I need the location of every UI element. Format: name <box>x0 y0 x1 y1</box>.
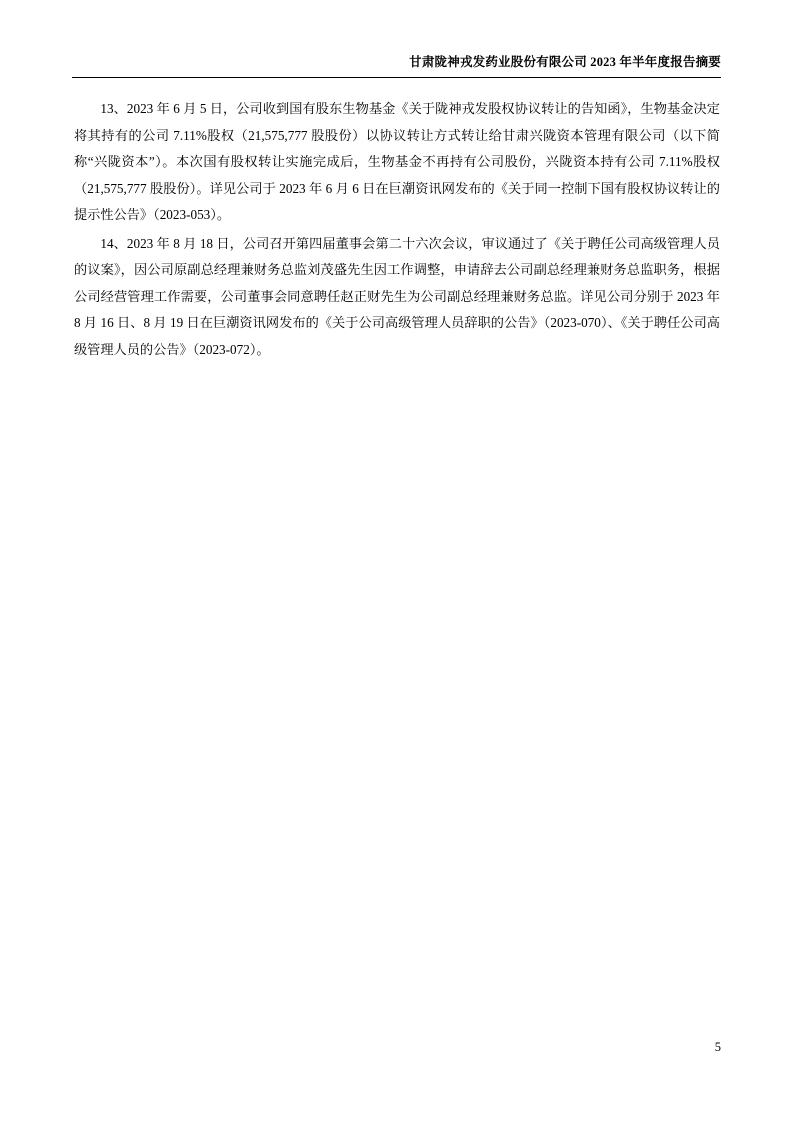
header-title: 甘肃陇神戎发药业股份有限公司 2023 年半年度报告摘要 <box>409 55 721 69</box>
body-paragraph: 13、2023 年 6 月 5 日，公司收到国有股东生物基金《关于陇神戎发股权协议转让的告知函》，生物基金决定将其持有的公司 7.11%股权（21,575,777 股股份）以协议转让方式转让给甘肃兴陇资本管理有限公司（以下简称“兴陇资本”）。本次国有股权转让实施完成后，生物基金不再持有公司股份，兴陇资本持有公司 7.11%股权（21,575,777 股股份）。详见公司于 2023 年 6 月 6 日在巨潮资讯网发布的《关于同一控制下国有股权协议转让的提示性公告》（2023-053）。 <box>74 101 720 222</box>
document-body <box>74 96 720 363</box>
header-divider <box>72 77 721 78</box>
page-header <box>72 52 721 78</box>
body-paragraph: 14、2023 年 8 月 18 日，公司召开第四届董事会第二十六次会议，审议通过了《关于聘任公司高级管理人员的议案》，因公司原副总经理兼财务总监刘茂盛先生因工作调整，申请辞去公司副总经理兼财务总监职务，根据公司经营管理工作需要，公司董事会同意聘任赵正财先生为公司副总经理兼财务总监。详见公司分别于 2023 年 8 月 16 日、8 月 19 日在巨潮资讯网发布的《关于公司高级管理人员辞职的公告》（2023-070）、《关于聘任公司高级管理人员的公告》（2023-072）。 <box>74 235 720 357</box>
page-number: 5 <box>714 1040 721 1054</box>
